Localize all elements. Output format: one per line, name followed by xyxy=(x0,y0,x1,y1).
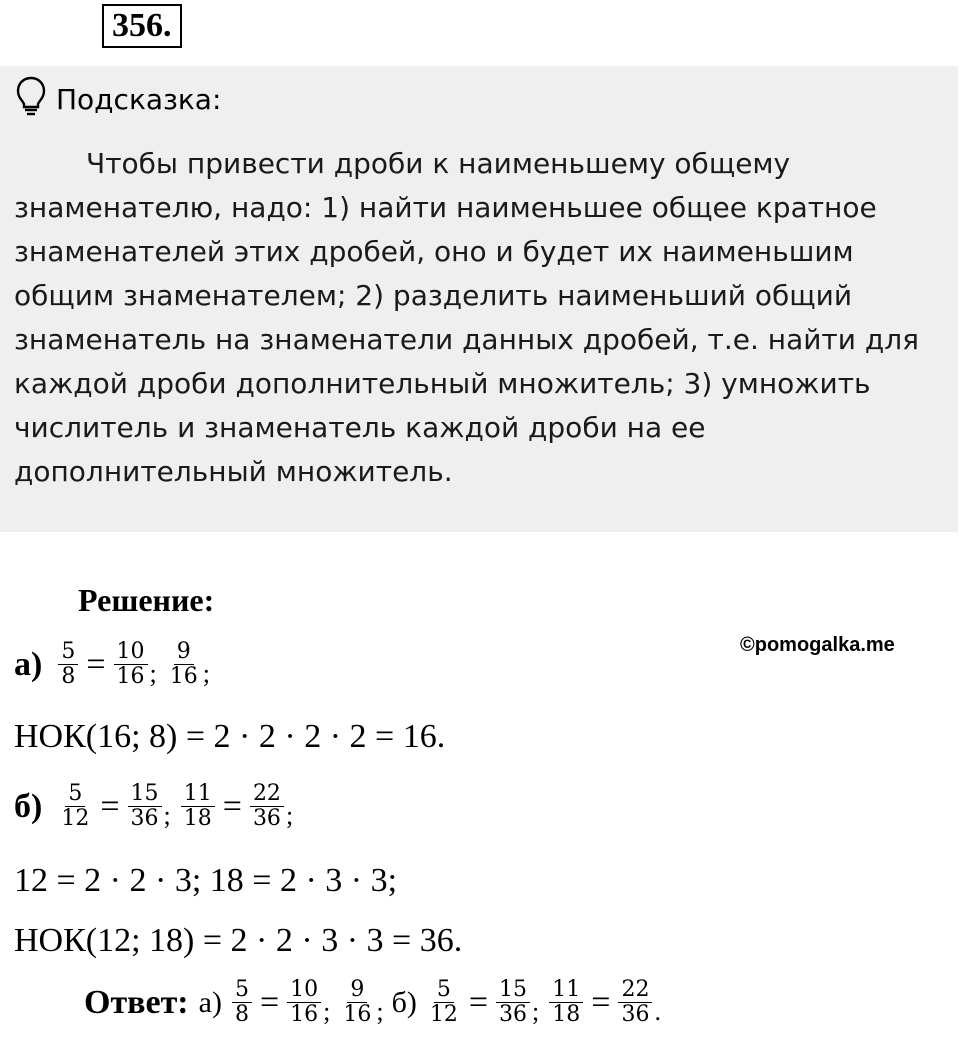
fraction: $\frac{22}{36}$ xyxy=(618,978,652,1027)
separator: ; xyxy=(285,801,294,830)
equals-sign: = xyxy=(259,983,280,1021)
fraction: $\frac{22}{36}$ xyxy=(250,782,284,831)
equals-sign: = xyxy=(86,645,106,683)
hint-title: Подсказка: xyxy=(56,83,222,116)
hint-header xyxy=(16,76,221,123)
fraction: $\frac{5}{12}$ xyxy=(429,977,458,1027)
separator: . xyxy=(654,997,661,1026)
fraction: $\frac{9}{16}$ xyxy=(169,639,198,689)
separator: ; xyxy=(532,997,540,1026)
answer-item-a: а) xyxy=(198,985,222,1019)
lightbulb-icon xyxy=(16,76,56,123)
fraction: $\frac{15}{36}$ xyxy=(496,978,530,1027)
task-number: 356. xyxy=(102,4,182,48)
fraction: $\frac{11}{18}$ xyxy=(181,782,215,831)
fraction: $\frac{10}{16}$ xyxy=(287,978,321,1027)
fraction: $\frac{15}{36}$ xyxy=(128,782,162,831)
solution-line-a xyxy=(14,640,218,689)
separator: ; xyxy=(149,659,157,688)
equals-sign: = xyxy=(591,983,611,1021)
fraction: $\frac{10}{16}$ xyxy=(114,640,148,689)
item-label-a: а) xyxy=(14,645,43,683)
watermark: ©pomogalka.me xyxy=(740,634,895,656)
equals-sign: = xyxy=(468,983,489,1021)
solution-line-b xyxy=(14,782,301,831)
separator: ; xyxy=(323,997,331,1026)
fraction: $\frac{9}{16}$ xyxy=(343,977,372,1027)
equals-sign: = xyxy=(100,787,120,825)
fraction: $\frac{11}{18}$ xyxy=(549,978,583,1027)
answer-line xyxy=(84,978,669,1027)
equals-sign: = xyxy=(222,787,242,825)
nok-line-a: НОК(16; 8) = 2 · 2 · 2 · 2 = 16. xyxy=(14,718,446,755)
separator: ; xyxy=(376,997,384,1026)
item-label-b: б) xyxy=(14,787,43,825)
answer-label: Ответ: xyxy=(84,983,189,1021)
fraction: $\frac{5}{12}$ xyxy=(61,781,90,831)
fraction: $\frac{5}{8}$ xyxy=(58,640,78,689)
factorization-line: 12 = 2 · 2 · 3; 18 = 2 · 3 · 3; xyxy=(14,862,398,899)
fraction: $\frac{5}{8}$ xyxy=(232,978,252,1027)
separator: ; xyxy=(163,801,171,830)
hint-text: Чтобы привести дроби к наименьшему общему знаменателю, надо: 1) найти наименьшее общее кратное знаменателей этих дробей, оно и будет их наименьшим общим знаменателем; 2) разделить наименьший общий знаменатель на знаменатели данных дробей, т.е. найти для каждой дроби дополнительный множитель; 3) умножить числитель и знаменатель каждой дроби на ее дополнительный множитель. xyxy=(14,147,919,488)
separator: ; xyxy=(202,659,210,688)
hint-box xyxy=(0,66,958,532)
solution-title: Решение: xyxy=(78,582,215,618)
nok-line-b: НОК(12; 18) = 2 · 2 · 3 · 3 = 36. xyxy=(14,922,463,959)
answer-item-b: б) xyxy=(391,985,417,1019)
